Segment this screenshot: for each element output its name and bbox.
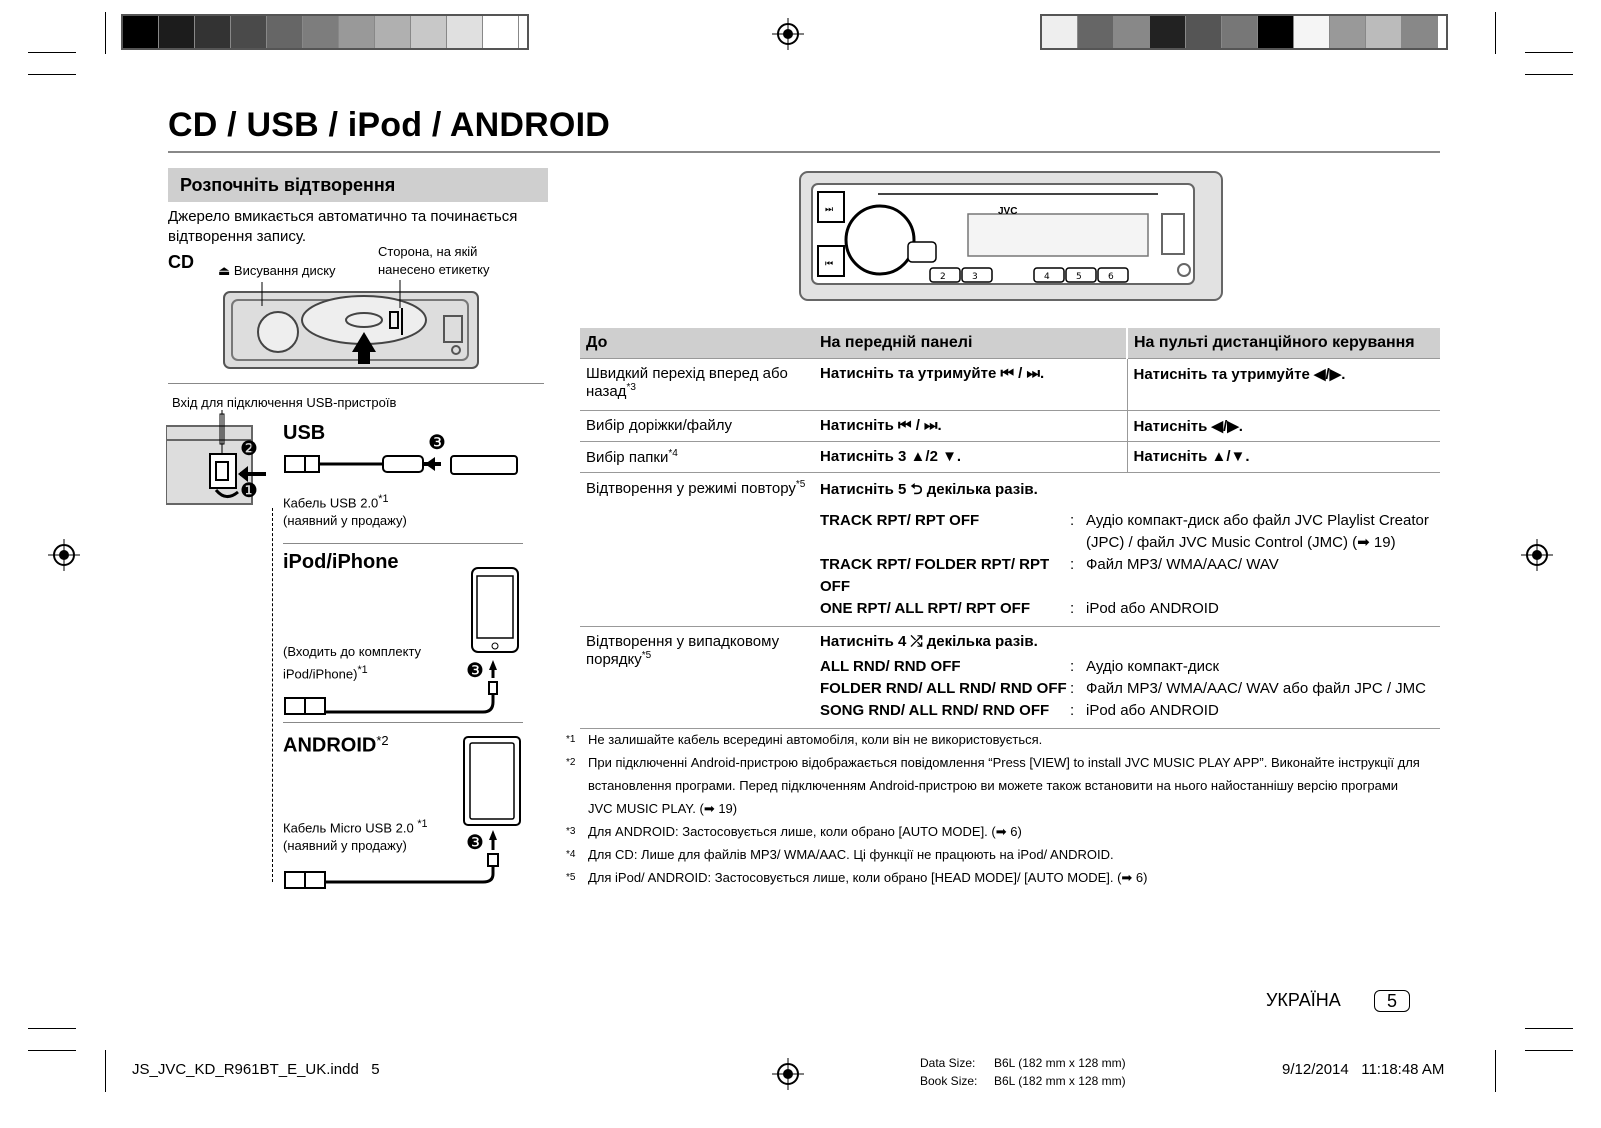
svg-text:⏮: ⏮ bbox=[825, 259, 834, 269]
mode-desc: Аудіо компакт-диск або файл JVC Playlist Creator (JPC) / файл JVC Music Control (JMC) (➡ 19) bbox=[1086, 512, 1429, 551]
front-action: Натисніть ⏮ / ⏭. bbox=[814, 411, 1127, 442]
mode-desc: Файл MP3/ WMA/AAC/ WAV або файл JPC / JMC bbox=[1086, 680, 1426, 697]
table-row bbox=[580, 442, 1440, 473]
remote-action: Натисніть ▲/▼. bbox=[1127, 442, 1440, 473]
crop-mark bbox=[1525, 1028, 1573, 1029]
divider bbox=[283, 722, 523, 723]
crop-mark bbox=[28, 52, 76, 53]
footnote-text: При підключенні Android-пристрою відображається повідомлення “Press [VIEW] to install JVC MUSIC PLAY APP”. Виконайте інструкції для встановлення програми. Перед підключенням Android-пристрою ви можете також встановити на нього найостаннішу версію програми JVC MUSIC PLAY. (➡ 19) bbox=[588, 755, 1420, 816]
android-phone-illustration bbox=[462, 735, 524, 829]
registration-mark-icon bbox=[772, 18, 804, 50]
step-marker-3-ipod: ❸ bbox=[466, 660, 484, 682]
front-panel-illustration bbox=[798, 170, 1226, 304]
registration-mark-icon bbox=[772, 1058, 804, 1090]
table-row-random bbox=[580, 627, 1440, 729]
usb-cable-note: Кабель USB 2.0$^{*1}$ (наявний у продажу) bbox=[283, 493, 407, 529]
dashed-connector bbox=[272, 508, 273, 882]
random-instruction: Натисніть 4 ⤮ декілька разів. bbox=[820, 633, 1038, 650]
usb-port-illustration bbox=[166, 410, 286, 510]
android-cable-note: Кабель Micro USB 2.0 $^{*1}$ (наявний у продажу) bbox=[283, 818, 428, 854]
title-rule bbox=[168, 151, 1440, 153]
footnote-mark: *2 bbox=[566, 757, 576, 768]
mode-desc: iPod або ANDROID bbox=[1086, 702, 1219, 719]
crop-mark bbox=[1525, 1050, 1573, 1051]
remote-action: Натисніть ◀/▶. bbox=[1127, 411, 1440, 442]
usb-cable-illustration bbox=[283, 432, 533, 488]
registration-mark-icon bbox=[48, 539, 80, 571]
row-label: Вибір папки$^{*4}$ bbox=[580, 442, 814, 473]
crop-mark bbox=[1495, 12, 1496, 54]
ipod-heading: iPod/iPhone bbox=[283, 551, 399, 573]
footnote-text: Для ANDROID: Застосовується лише, коли обрано [AUTO MODE]. (➡ 6) bbox=[588, 824, 1022, 839]
iphone-illustration bbox=[470, 566, 522, 656]
mode-name: TRACK RPT/ FOLDER RPT/ RPT OFF bbox=[820, 556, 1050, 595]
page-title: CD / USB / iPod / ANDROID bbox=[168, 106, 610, 144]
mode-name: TRACK RPT/ RPT OFF bbox=[820, 512, 980, 529]
crop-mark bbox=[105, 12, 106, 54]
step-marker-3-usb: ❸ bbox=[428, 432, 446, 454]
table-header-to: До bbox=[580, 328, 814, 359]
android-heading: ANDROID$^{*2}$ bbox=[283, 733, 389, 757]
mode-name: FOLDER RND/ ALL RND/ RND OFF bbox=[820, 680, 1067, 697]
controls-table bbox=[580, 328, 1440, 729]
table-row-repeat bbox=[580, 473, 1440, 627]
mode-name: SONG RND/ ALL RND/ RND OFF bbox=[820, 702, 1050, 719]
crop-mark bbox=[1525, 74, 1573, 75]
color-bar-left bbox=[121, 14, 529, 50]
repeat-instruction: Натисніть 5 ⮌ декілька разів. bbox=[820, 481, 1038, 498]
label-side-note: Сторона, на якій нанесено етикетку bbox=[378, 244, 490, 277]
footnote-text: Для iPod/ ANDROID: Застосовується лише, коли обрано [HEAD MODE]/ [AUTO MODE]. (➡ 6) bbox=[588, 870, 1148, 885]
footnote-text: Для CD: Лише для файлів MP3/ WMA/AAC. Ці функції не працюють на iPod/ ANDROID. bbox=[588, 847, 1114, 862]
size-info: Data Size: B6L (182 mm x 128 mm) Book Size: B6L (182 mm x 128 mm) bbox=[920, 1056, 1126, 1088]
mode-desc: Аудіо компакт-диск bbox=[1086, 658, 1220, 675]
step-marker-3-android: ❸ bbox=[466, 832, 484, 854]
cd-label: CD bbox=[168, 252, 194, 272]
table-header-front-panel: На передній панелі bbox=[814, 328, 1127, 359]
front-action: Натисніть та утримуйте ⏮ / ⏭. bbox=[814, 359, 1127, 411]
crop-mark bbox=[28, 74, 76, 75]
footnote-mark: *5 bbox=[566, 872, 576, 883]
crop-mark bbox=[105, 1050, 106, 1092]
crop-mark bbox=[1525, 52, 1573, 53]
step-marker-1: ❶ bbox=[240, 480, 258, 502]
color-bar-right bbox=[1040, 14, 1448, 50]
mode-name: ALL RND/ RND OFF bbox=[820, 658, 961, 675]
crop-mark bbox=[1495, 1050, 1496, 1092]
section-intro: Джерело вмикається автоматично та починається відтворення запису. bbox=[168, 208, 518, 245]
row-label: Вибір доріжки/файлу bbox=[580, 411, 814, 442]
device-brand-logo: JVC bbox=[998, 206, 1018, 217]
svg-text:6: 6 bbox=[1108, 272, 1114, 282]
usb-heading: USB bbox=[283, 422, 326, 444]
svg-text:4: 4 bbox=[1044, 272, 1050, 282]
eject-icon: ⏏ bbox=[218, 263, 231, 278]
footnote-mark: *1 bbox=[566, 734, 576, 745]
page-number: 5 bbox=[1374, 990, 1410, 1012]
front-action: Натисніть 3 ▲/2 ▼. bbox=[814, 442, 1127, 473]
footnote-mark: *3 bbox=[566, 826, 576, 837]
micro-usb-cable-illustration bbox=[283, 826, 523, 892]
mode-desc: Файл MP3/ WMA/AAC/ WAV bbox=[1086, 556, 1279, 573]
svg-text:3: 3 bbox=[972, 272, 978, 282]
mode-desc: iPod або ANDROID bbox=[1086, 600, 1219, 617]
country-label: УКРАЇНА bbox=[1266, 990, 1341, 1010]
ipod-note: (Входить до комплекту iPod/iPhone)$^{*1}$ bbox=[283, 644, 422, 682]
remote-action: Натисніть та утримуйте ◀/▶. bbox=[1127, 359, 1440, 411]
crop-mark bbox=[28, 1050, 76, 1051]
table-row bbox=[580, 359, 1440, 411]
repeat-cell: Натисніть 5 ⮌ декілька разів. TRACK RPT/ RPT OFF : Аудіо компакт-диск або файл JVC Playlist Creator (JPC) / файл JVC Music Control (JMC) (➡ 19) TRACK RPT/ FOLDER RPT/ RPT OFF : Файл MP3/ WMA/AAC/ WAV ONE RPT/ ALL RPT/ RPT OFF : iPod або ANDROID bbox=[814, 473, 1440, 627]
step-marker-2: ❷ bbox=[240, 438, 258, 460]
footnote-mark: *4 bbox=[566, 849, 576, 860]
mode-name: ONE RPT/ ALL RPT/ RPT OFF bbox=[820, 600, 1030, 617]
footnote-text: Не залишайте кабель всередині автомобіля, коли він не використовується. bbox=[588, 732, 1043, 747]
section-heading: Розпочніть відтворення bbox=[168, 168, 548, 202]
usb-input-caption: Вхід для підключення USB-пристроїв bbox=[172, 395, 397, 410]
crop-mark bbox=[28, 1028, 76, 1029]
table-row bbox=[580, 411, 1440, 442]
divider bbox=[283, 543, 523, 544]
registration-mark-icon bbox=[1521, 539, 1553, 571]
table-header-remote: На пульті дистанційного керування bbox=[1127, 328, 1440, 359]
divider bbox=[168, 383, 544, 384]
svg-text:⏭: ⏭ bbox=[825, 205, 834, 215]
lightning-cable-illustration bbox=[283, 656, 523, 718]
footnotes bbox=[566, 728, 1426, 889]
svg-text:2: 2 bbox=[940, 272, 946, 282]
cd-insert-illustration bbox=[222, 280, 482, 372]
row-label: Відтворення у режимі повтору$^{*5}$ bbox=[580, 473, 814, 627]
eject-label: ⏏ Висування диску bbox=[218, 263, 336, 278]
file-name: JS_JVC_KD_R961BT_E_UK.indd 5 bbox=[132, 1061, 380, 1078]
random-cell: Натисніть 4 ⤮ декілька разів. ALL RND/ RND OFF : Аудіо компакт-диск FOLDER RND/ ALL RND/ RND OFF : Файл MP3/ WMA/AAC/ WAV або файл JPC / JMC SONG RND/ ALL RND/ RND OFF : iPod або ANDROID bbox=[814, 627, 1440, 729]
row-label: Відтворення у випадковому порядку$^{*5}$ bbox=[580, 627, 814, 729]
svg-text:5: 5 bbox=[1076, 272, 1082, 282]
row-label: Швидкий перехід вперед або назад$^{*3}$ bbox=[580, 359, 814, 411]
timestamp: 9/12/2014 11:18:48 AM bbox=[1282, 1061, 1445, 1078]
